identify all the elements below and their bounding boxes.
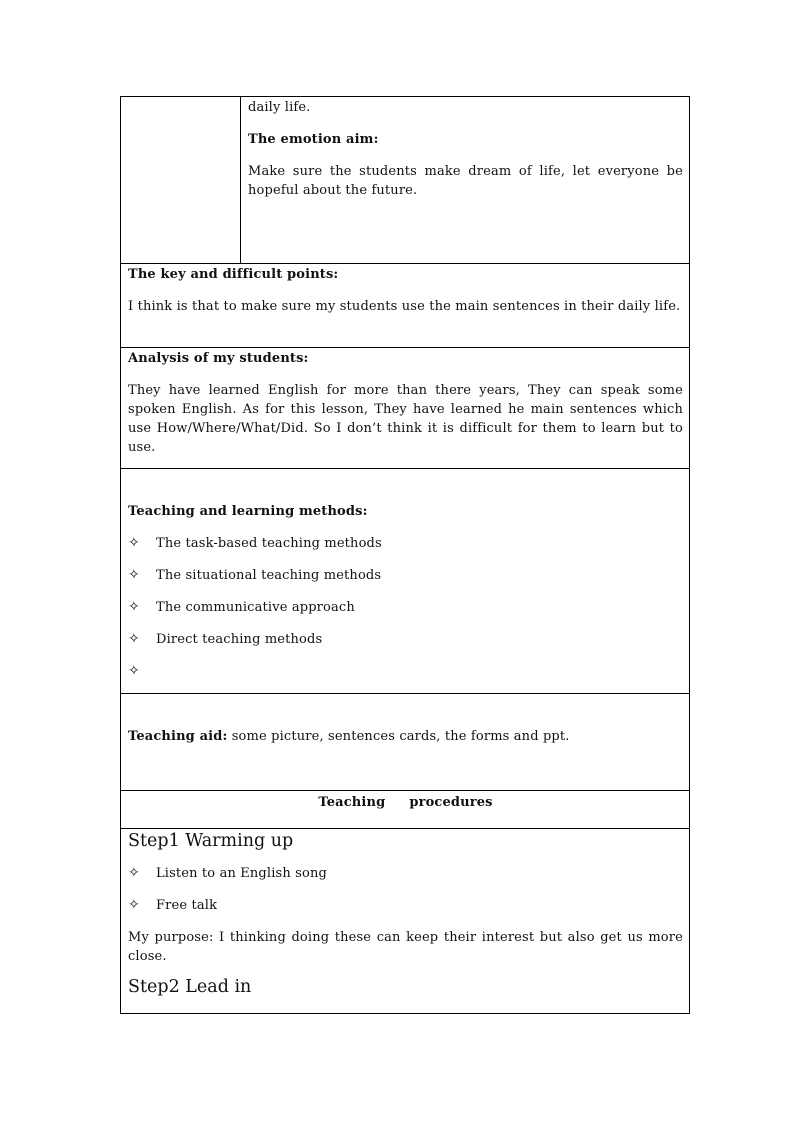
list-item	[128, 864, 683, 883]
star-bullet-icon: ✧	[128, 897, 140, 913]
step1-title: Step1 Warming up	[128, 831, 294, 851]
teaching-aid-row	[121, 694, 690, 791]
list-item	[128, 566, 683, 585]
purpose-text: My purpose: I thinking doing these can keep their interest but also get us more close.	[128, 930, 683, 964]
step1-item-text: Free talk	[156, 898, 218, 913]
aims-label-cell	[121, 97, 241, 264]
list-item	[128, 630, 683, 649]
star-bullet-icon: ✧	[128, 599, 140, 615]
teaching-aid-line	[128, 727, 683, 746]
method-item-text: The task-based teaching methods	[156, 536, 382, 551]
procedures-title	[128, 793, 683, 812]
key-points-title: The key and difficult points:	[128, 267, 339, 282]
analysis-cell	[121, 348, 690, 469]
star-bullet-icon: ✧	[128, 535, 140, 551]
step2-title: Step2 Lead in	[128, 977, 252, 997]
list-item	[128, 662, 683, 681]
list-item	[128, 598, 683, 617]
procedures-row	[121, 829, 690, 1014]
methods-title: Teaching and learning methods:	[128, 504, 368, 519]
key-points-cell	[121, 264, 690, 348]
method-item-text: The communicative approach	[156, 600, 355, 615]
aims-row	[121, 97, 690, 264]
teaching-aid-cell	[121, 694, 690, 791]
aims-content-cell	[241, 97, 690, 264]
star-bullet-icon: ✧	[128, 663, 140, 679]
procedures-cell	[121, 829, 690, 1014]
procedures-header-cell	[121, 791, 690, 829]
methods-row	[121, 469, 690, 694]
analysis-text: They have learned English for more than there years, They can speak some spoken English. As for this lesson, They have learned he main sentences which use How/Where/What/Did. So I don’t think it is difficult for them to learn but to use.	[128, 383, 683, 455]
analysis-row	[121, 348, 690, 469]
methods-cell	[121, 469, 690, 694]
key-points-text: I think is that to make sure my students use the main sentences in their daily life.	[128, 299, 681, 314]
list-item	[128, 896, 683, 915]
method-item-text: The situational teaching methods	[156, 568, 382, 583]
list-item	[128, 534, 683, 553]
star-bullet-icon: ✧	[128, 631, 140, 647]
lesson-plan-table	[120, 96, 690, 1014]
emotion-aim-text: Make sure the students make dream of life, let everyone be hopeful about the future.	[248, 164, 683, 198]
aims-continued-line: daily life.	[248, 100, 311, 115]
star-bullet-icon: ✧	[128, 865, 140, 881]
step1-item-text: Listen to an English song	[156, 866, 327, 881]
procedures-header-row	[121, 791, 690, 829]
teaching-aid-text: some picture, sentences cards, the forms and ppt.	[227, 729, 570, 744]
procedures-title-word-2: procedures	[409, 795, 493, 810]
key-points-row	[121, 264, 690, 348]
emotion-aim-title: The emotion aim:	[248, 132, 379, 147]
analysis-title: Analysis of my students:	[128, 351, 309, 366]
method-item-text: Direct teaching methods	[156, 632, 323, 647]
teaching-aid-label: Teaching aid:	[128, 729, 228, 744]
star-bullet-icon: ✧	[128, 567, 140, 583]
procedures-title-word-1: Teaching	[318, 795, 386, 810]
